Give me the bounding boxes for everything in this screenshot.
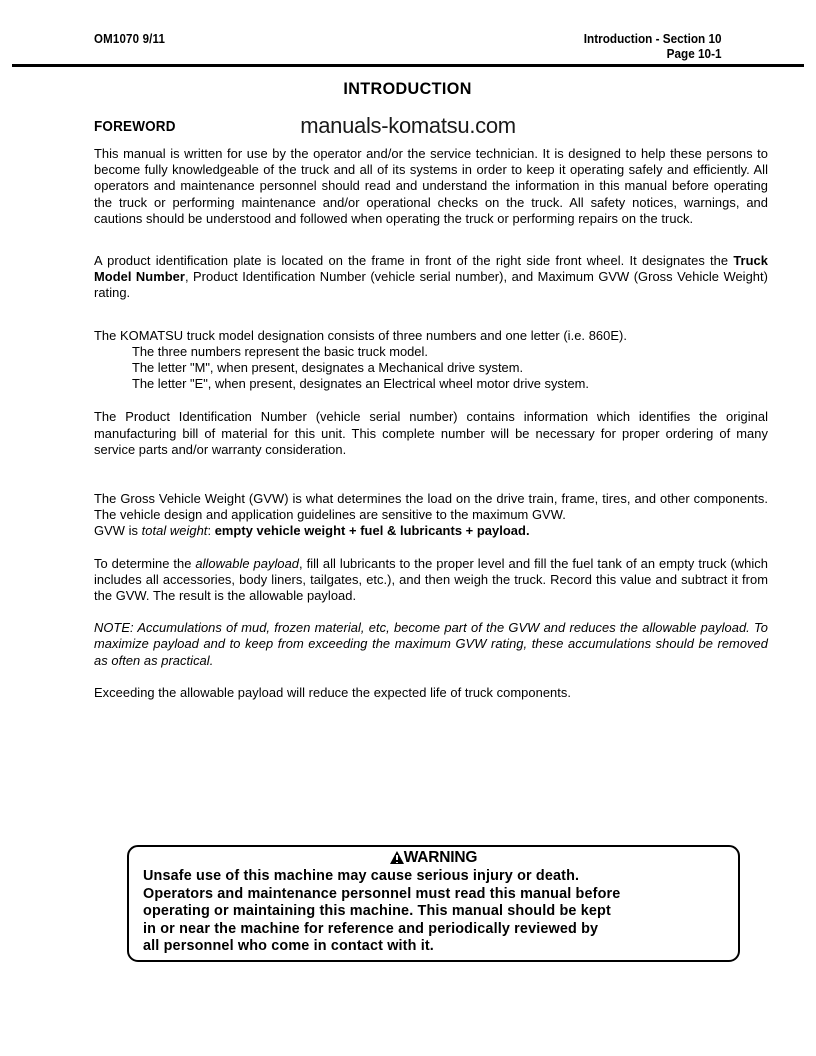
paragraph-model-designation: The KOMATSU truck model designation consists of three numbers and one letter (i.e. 860E). xyxy=(94,327,627,343)
warning-title xyxy=(129,849,738,867)
paragraph-product-id-number: The Product Identification Number (vehicle serial number) contains information which identifies the original manufacturing bill of material for this unit. This complete number will be necessary for proper ordering of many service parts and/or warranty consideration. xyxy=(94,409,768,457)
paragraph-gvw-definition: The Gross Vehicle Weight (GVW) is what determines the load on the drive train, frame, tires, and other components. The vehicle design and application guidelines are sensitive to the maximum GVW. xyxy=(94,491,768,523)
watermark-text: manuals-komatsu.com xyxy=(300,113,516,138)
warning-line: Unsafe use of this machine may cause serious injury or death. xyxy=(143,868,580,884)
header-section-name: Introduction - Section 10 xyxy=(584,32,722,46)
warning-line: in or near the machine for reference and periodically reviewed by xyxy=(143,920,599,937)
spacer xyxy=(94,392,768,409)
warning-box xyxy=(127,845,740,962)
warning-line: operating or maintaining this machine. This manual should be kept xyxy=(143,903,611,920)
list-item-letter-e: The letter "E", when present, designates an Electrical wheel motor drive system. xyxy=(132,376,589,392)
paragraph-exceeding-payload: Exceeding the allowable payload will reduce the expected life of truck components. xyxy=(94,684,572,700)
list-item-letter-m: The letter "M", when present, designates a Mechanical drive system. xyxy=(132,360,524,376)
spacer xyxy=(94,474,768,491)
header-section-info xyxy=(575,32,722,62)
warning-title-text: WARNING xyxy=(403,849,478,866)
warning-line: all personnel who come in contact with it. xyxy=(143,938,434,955)
header-divider-rule xyxy=(12,64,804,67)
warning-line: Operators and maintenance personnel must read this manual before xyxy=(143,885,621,902)
page-header xyxy=(94,32,722,64)
spacer xyxy=(94,243,768,253)
paragraph-id-plate: A product identification plate is located on the frame in front of the right side front wheel. It designates the Truck Model Number, Product Identification Number (vehicle serial number), and Maximum GVW (Gross Vehicle Weight) rating. xyxy=(94,253,768,301)
spacer xyxy=(94,318,768,328)
section-heading-foreword: FOREWORD xyxy=(94,119,176,135)
header-document-code: OM1070 9/11 xyxy=(94,32,166,46)
list-item-model-numbers: The three numbers represent the basic truck model. xyxy=(132,343,428,359)
page-title: INTRODUCTION xyxy=(343,79,473,98)
warning-triangle-icon xyxy=(390,851,404,864)
paragraph-allowable-payload: To determine the allowable payload, fill all lubricants to the proper level and fill the fuel tank of an empty truck (which includes all accessories, body liners, tailgates, etc.), and then weigh the truck. Record this value and subtract it from the GVW. The result is the allowable payload. xyxy=(94,555,768,604)
paragraph-manual-purpose: This manual is written for use by the operator and/or the service technician. It is designed to help these persons to become fully knowledgeable of the truck and all of its systems in order to keep it operating safely and efficiently. All operators and maintenance personnel should read and understand the information in this manual before operating the truck or performing maintenance and/or operational checks on the truck. All safety notices, warnings, and cautions should be understood and followed when operating the truck or performing repairs on the truck. xyxy=(94,146,768,226)
paragraph-note-accumulations: NOTE: Accumulations of mud, frozen material, etc, become part of the GVW and reduces the allowable payload. To maximize payload and to keep from exceeding the maximum GVW rating, these accumulations should be removed as often as practical. xyxy=(94,620,768,668)
paragraph-gvw-formula: GVW is total weight: empty vehicle weight + fuel & lubricants + payload. xyxy=(94,523,530,539)
document-body xyxy=(94,146,768,717)
warning-message xyxy=(129,867,738,956)
header-page-number: Page 10-1 xyxy=(667,47,722,61)
